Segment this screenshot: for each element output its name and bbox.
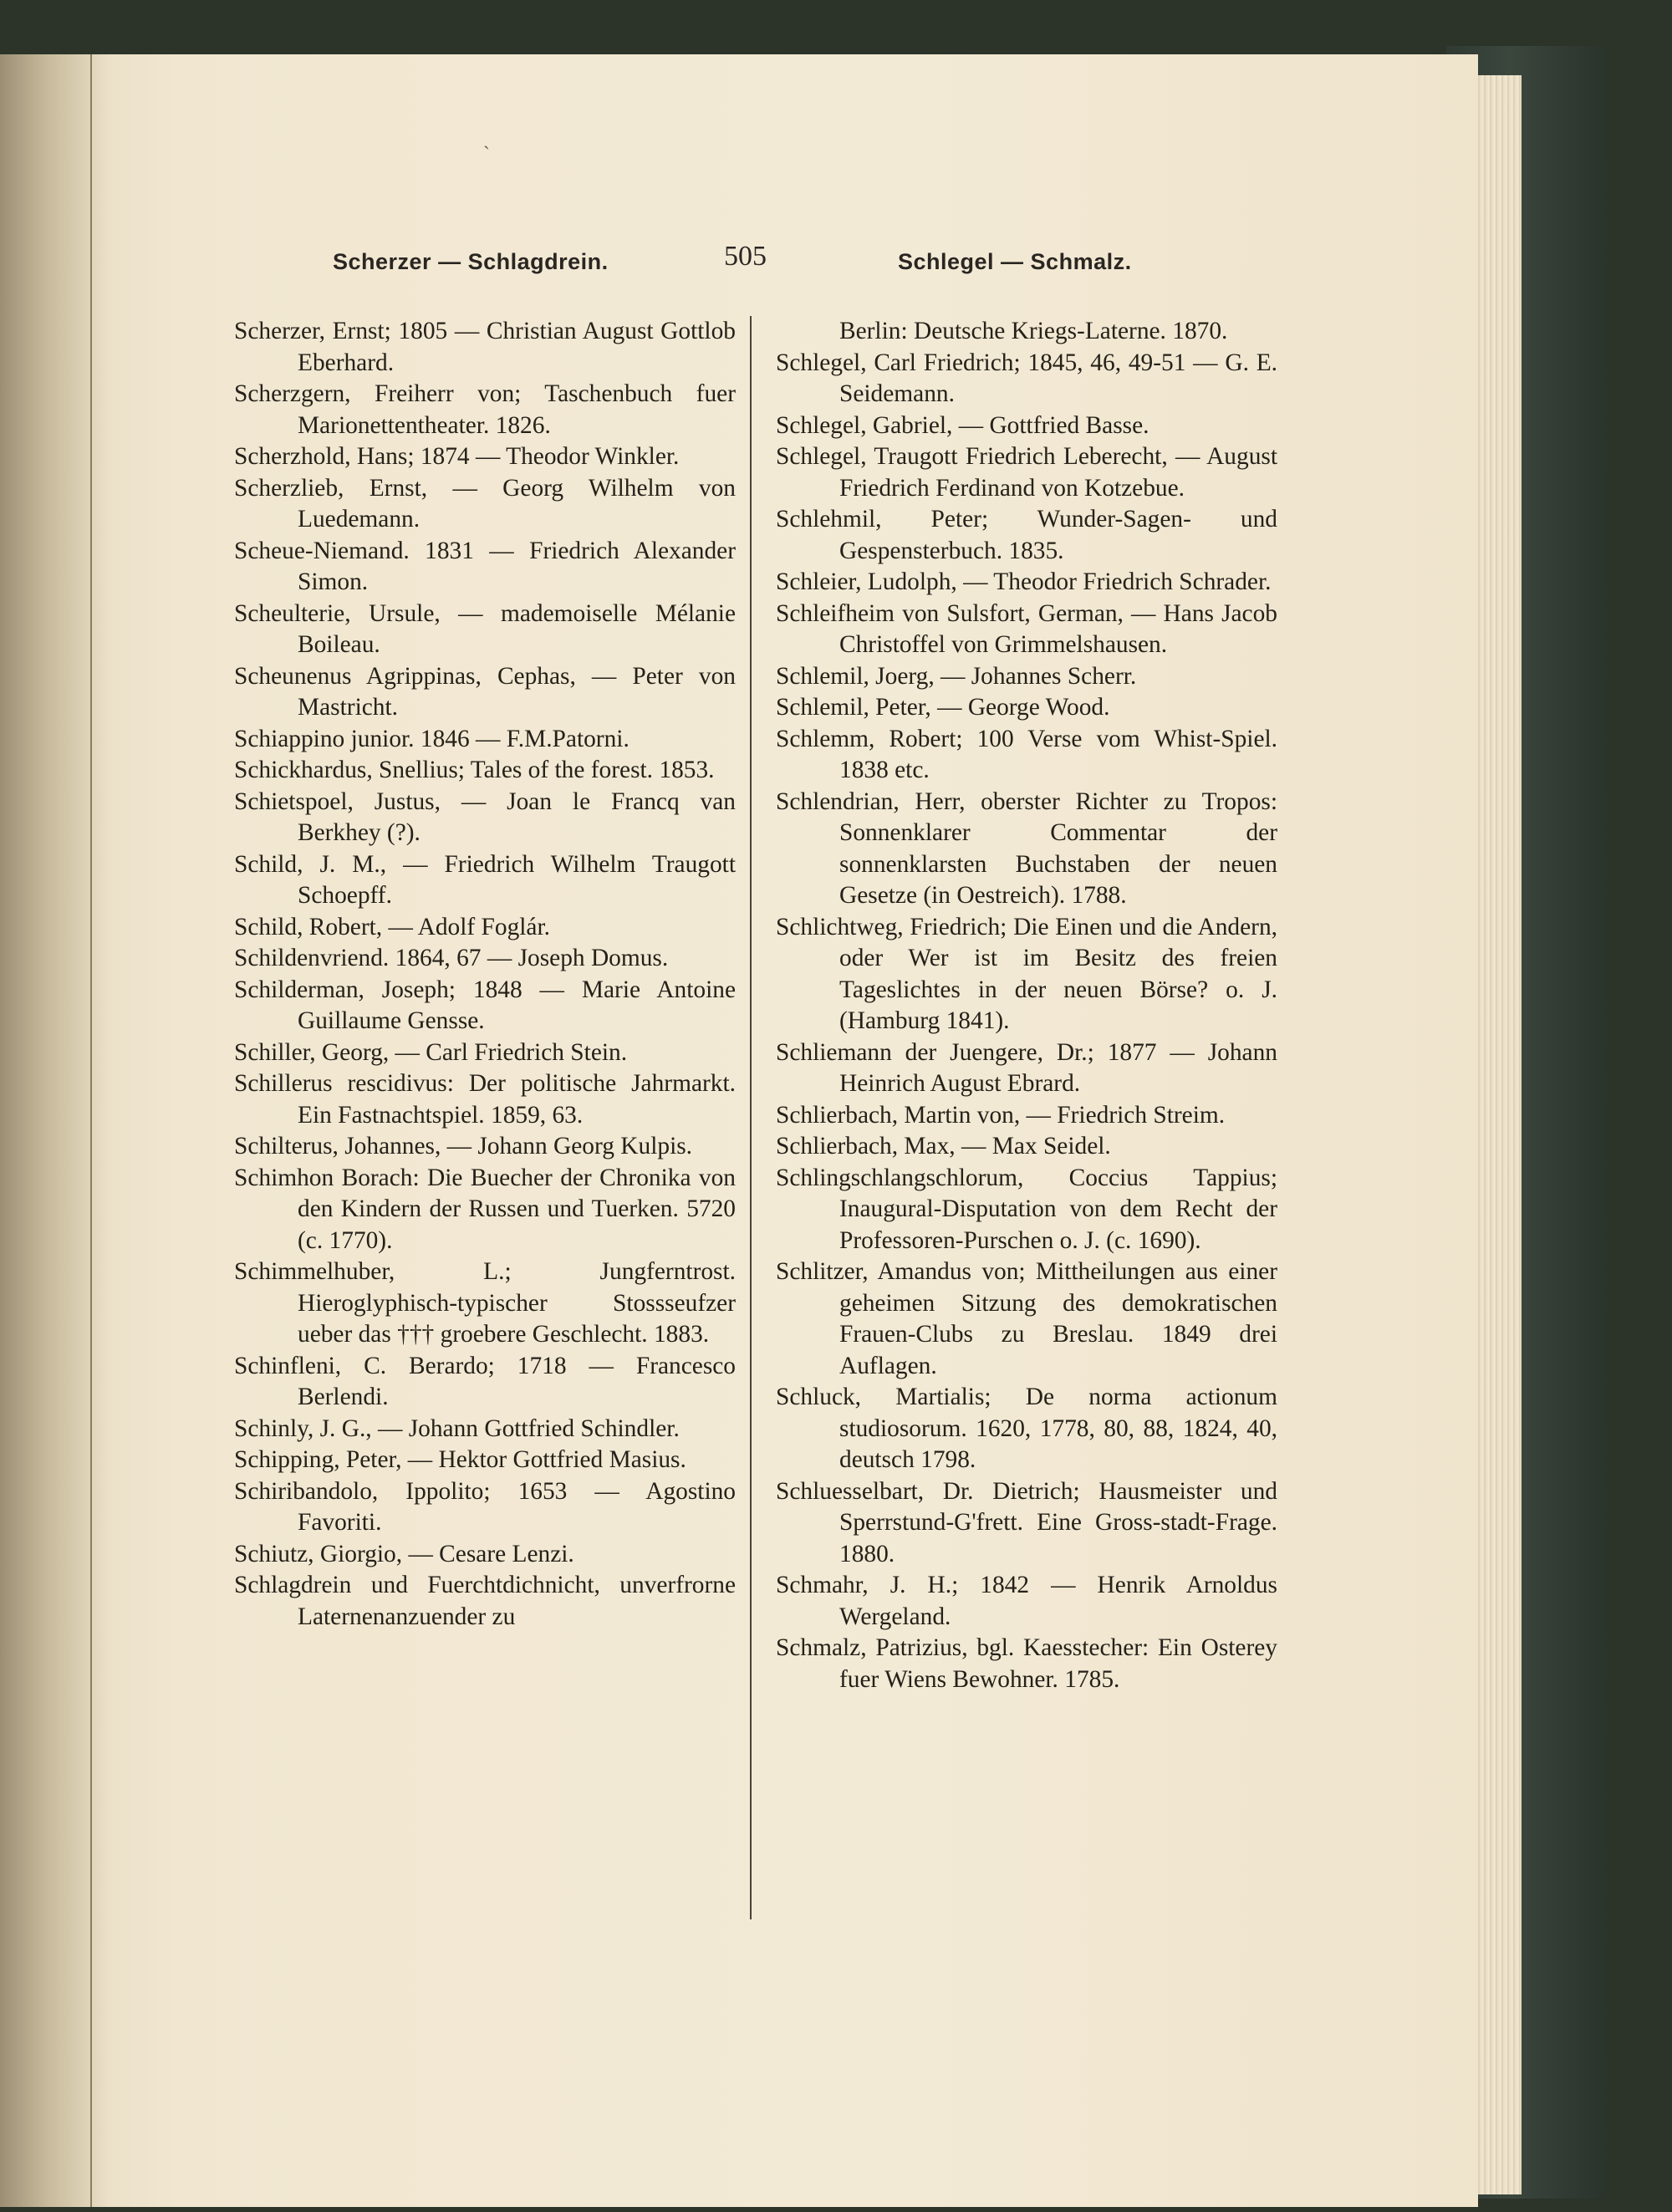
index-entry: Schimhon Borach: Die Buecher der Chronika von den Kindern der Russen und Tuerken. 5720 (c. 1770).: [234, 1164, 736, 1254]
index-entry: Schlegel, Gabriel, — Gottfried Basse.: [776, 411, 1150, 439]
index-entry: Schlagdrein und Fuerchtdichnicht, unverfrorne Laternenanzuender zu: [234, 1572, 736, 1630]
page-gutter: [0, 54, 109, 2207]
index-entry: Schickhardus, Snellius; Tales of the forest. 1853.: [234, 757, 715, 783]
index-entry: Schlegel, Carl Friedrich; 1845, 46, 49-51 — G. E. Seidemann.: [776, 349, 1277, 407]
index-entry: Berlin: Deutsche Kriegs-Laterne. 1870.: [839, 318, 1228, 344]
index-entry: Scherzhold, Hans; 1874 — Theodor Winkler.: [234, 443, 680, 470]
index-entry: Schinfleni, C. Berardo; 1718 — Francesco Berlendi.: [234, 1352, 736, 1410]
column-divider: [750, 316, 752, 1919]
index-entry: Schlemil, Peter, — George Wood.: [776, 694, 1110, 721]
header-right: Schlegel — Schmalz.: [898, 249, 1132, 274]
index-entry: Scheue-Niemand. 1831 — Friedrich Alexander Simon.: [234, 537, 736, 595]
index-entry: Schiribandolo, Ippolito; 1653 — Agostino Favoriti.: [234, 1477, 736, 1536]
index-entry: Schipping, Peter, — Hektor Gottfried Masius.: [234, 1446, 686, 1473]
index-entry: Schlemil, Joerg, — Johannes Scherr.: [776, 662, 1137, 690]
index-entry: Scherzlieb, Ernst, — Georg Wilhelm von Luedemann.: [234, 474, 736, 533]
index-entry: Schild, J. M., — Friedrich Wilhelm Traugott Schoepff.: [234, 850, 736, 909]
index-entry: Schimmelhuber, L.; Jungferntrost. Hieroglyphisch-typischer Stossseufzer ueber das ††† groebere Geschlecht. 1883.: [234, 1258, 736, 1348]
index-entry: Scheulterie, Ursule, — mademoiselle Mélanie Boileau.: [234, 599, 736, 658]
spine-line: [90, 54, 92, 2207]
index-entry: Schluesselbart, Dr. Dietrich; Hausmeister und Sperrstund-G'frett. Eine Gross-stadt-Frage. 1880.: [776, 1477, 1277, 1567]
index-entry: Schlichtweg, Friedrich; Die Einen und die Andern, oder Wer ist im Besitz des freien Tageslichtes in der neuen Börse? o. J. (Hamburg 1841).: [776, 913, 1277, 1034]
index-entry: Schild, Robert, — Adolf Foglár.: [234, 913, 550, 940]
index-entry: Scheunenus Agrippinas, Cephas, — Peter von Mastricht.: [234, 662, 736, 721]
index-entry: Scherzer, Ernst; 1805 — Christian August Gottlob Eberhard.: [234, 318, 736, 376]
index-entry: Schlemm, Robert; 100 Verse vom Whist-Spiel. 1838 etc.: [776, 725, 1277, 783]
index-entry: Schleifheim von Sulsfort, German, — Hans Jacob Christoffel von Grimmelshausen.: [776, 599, 1277, 658]
index-entry: Schillerus rescidivus: Der politische Jahrmarkt. Ein Fastnachtspiel. 1859, 63.: [234, 1070, 736, 1129]
index-entry: Schildenvriend. 1864, 67 — Joseph Domus.: [234, 945, 669, 971]
index-entry: Schliemann der Juengere, Dr.; 1877 — Johann Heinrich August Ebrard.: [776, 1038, 1277, 1097]
page-speck: ˋ: [483, 144, 490, 166]
left-column: [234, 316, 736, 1633]
index-entry: Schlingschlangschlorum, Coccius Tappius; Inaugural-Disputation von dem Recht der Professoren-Purschen o. J. (c. 1690).: [776, 1164, 1277, 1254]
index-entry: Schiappino junior. 1846 — F.M.Patorni.: [234, 725, 630, 752]
index-entry: Schluck, Martialis; De norma actionum studiosorum. 1620, 1778, 80, 88, 1824, 40, deutsch 1798.: [776, 1384, 1277, 1473]
index-entry: Schlierbach, Max, — Max Seidel.: [776, 1133, 1111, 1160]
index-entry: Schmahr, J. H.; 1842 — Henrik Arnoldus Wergeland.: [776, 1572, 1277, 1630]
index-entry: Scherzgern, Freiherr von; Taschenbuch fuer Marionettentheater. 1826.: [234, 380, 736, 439]
right-column: [776, 316, 1277, 1695]
index-entry: Schlierbach, Martin von, — Friedrich Streim.: [776, 1101, 1226, 1129]
index-entry: Schmalz, Patrizius, bgl. Kaesstecher: Ein Osterey fuer Wiens Bewohner. 1785.: [776, 1634, 1277, 1693]
index-entry: Schilterus, Johannes, — Johann Georg Kulpis.: [234, 1133, 693, 1160]
index-entry: Schilderman, Joseph; 1848 — Marie Antoine Guillaume Gensse.: [234, 976, 736, 1034]
index-entry: Schinly, J. G., — Johann Gottfried Schindler.: [234, 1414, 680, 1442]
index-entry: Schlehmil, Peter; Wunder-Sagen- und Gespensterbuch. 1835.: [776, 506, 1277, 564]
header-left: Scherzer — Schlagdrein.: [333, 249, 609, 274]
index-entry: Schiller, Georg, — Carl Friedrich Stein.: [234, 1038, 628, 1066]
index-entry: Schlegel, Traugott Friedrich Leberecht, — August Friedrich Ferdinand von Kotzebue.: [776, 443, 1277, 502]
index-entry: Schleier, Ludolph, — Theodor Friedrich Schrader.: [776, 568, 1272, 595]
index-entry: Schlitzer, Amandus von; Mittheilungen aus einer geheimen Sitzung des demokratischen Frauen-Clubs zu Breslau. 1849 drei Auflagen.: [776, 1258, 1277, 1379]
index-entry: Schiutz, Giorgio, — Cesare Lenzi.: [234, 1540, 574, 1567]
index-entry: Schietspoel, Justus, — Joan le Francq van Berkhey (?).: [234, 787, 736, 846]
index-entry: Schlendrian, Herr, oberster Richter zu Tropos: Sonnenklarer Commentar der sonnenklarsten Buchstaben der neuen Gesetze (in Oestreich). 1788.: [776, 787, 1277, 909]
page-number: 505: [724, 241, 767, 272]
